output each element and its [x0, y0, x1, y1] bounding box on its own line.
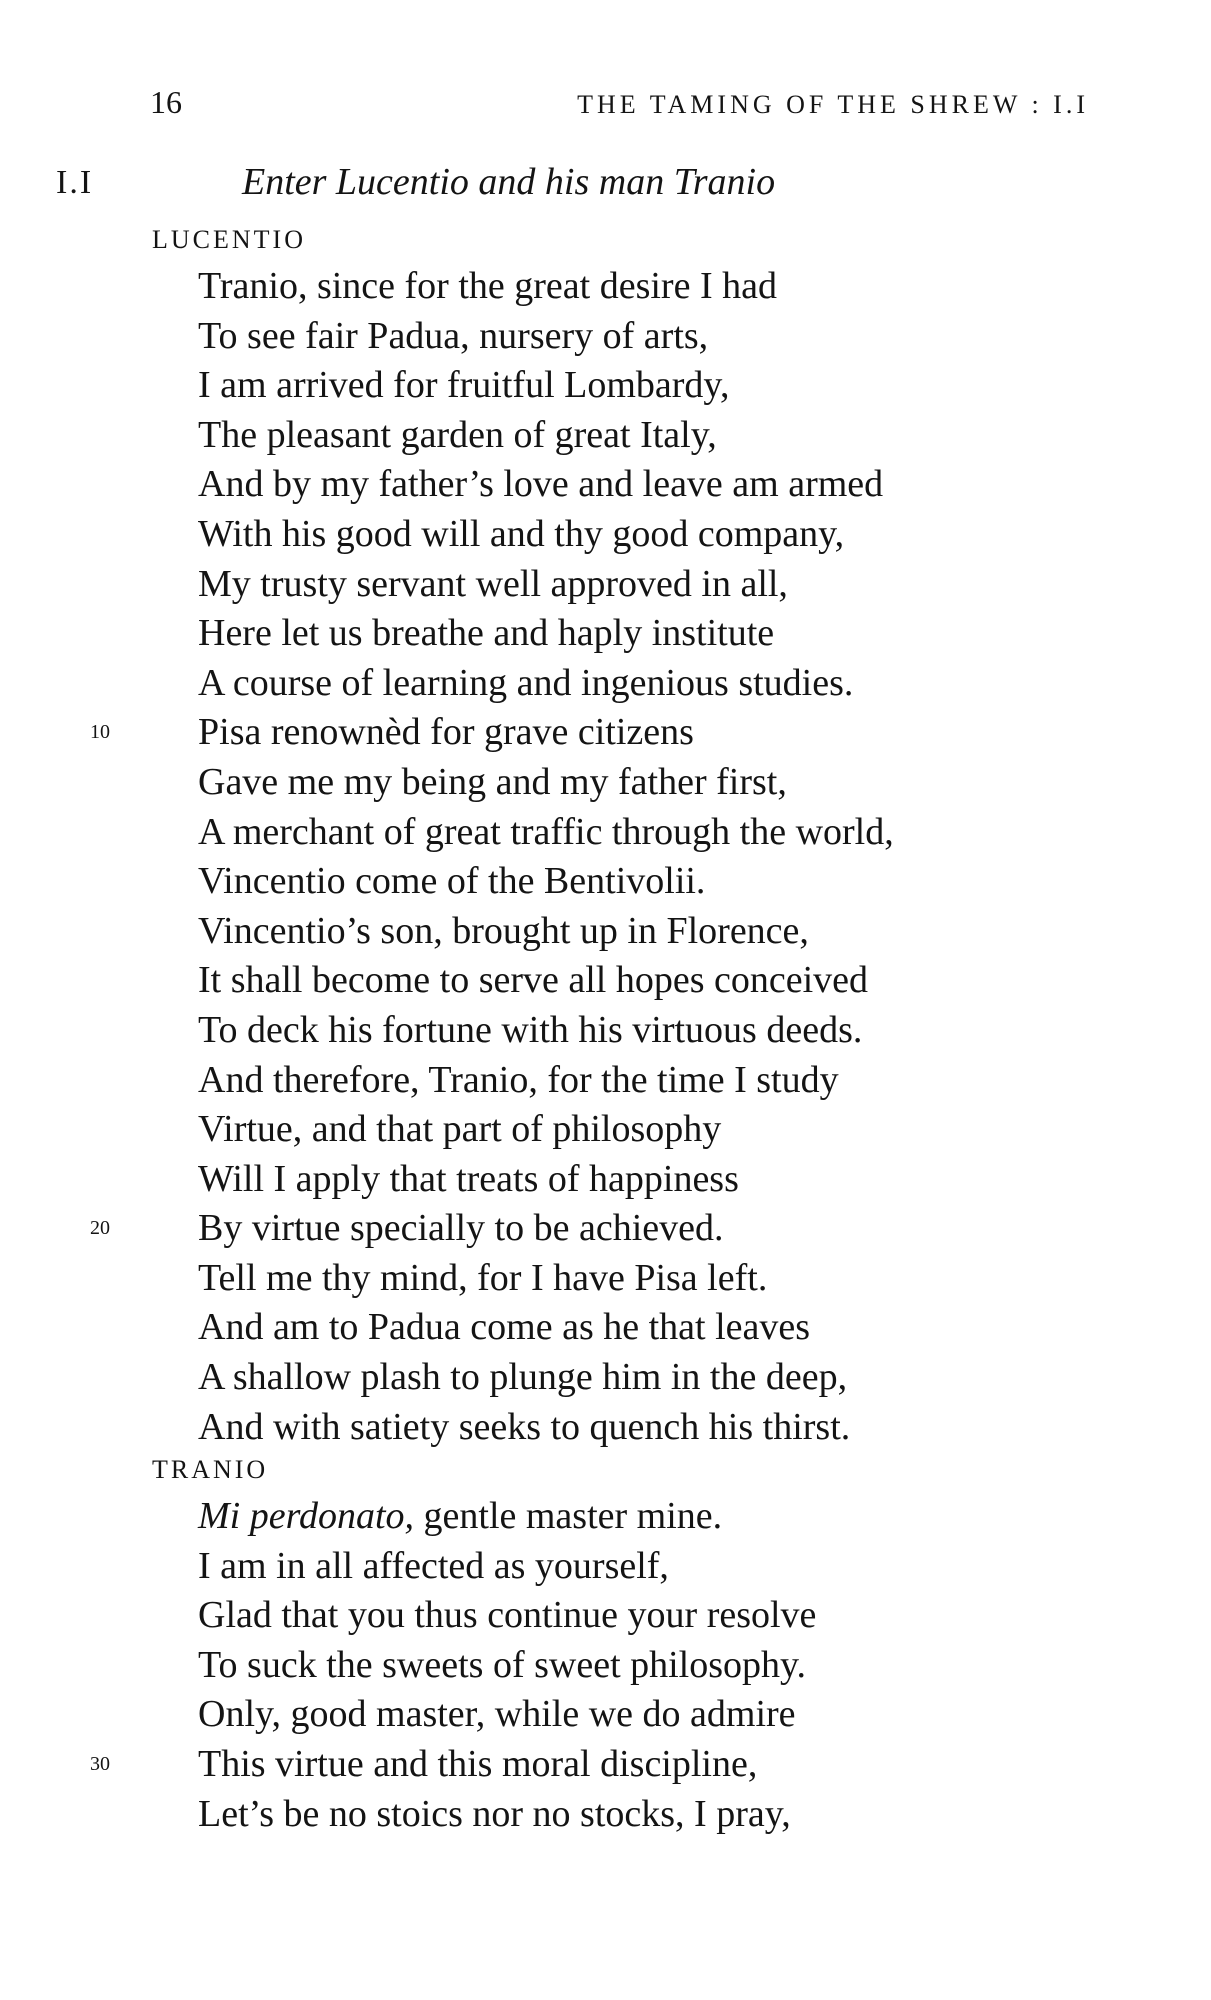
speaker-name: TRANIO	[152, 1455, 269, 1484]
verse-line: The pleasant garden of great Italy,	[198, 413, 717, 456]
speech-lucentio	[90, 214, 894, 1452]
verse-line: And by my father’s love and leave am armed	[198, 463, 884, 506]
running-title: THE TAMING OF THE SHREW : I.I	[577, 90, 1089, 119]
line-number: 10	[90, 721, 110, 744]
verse-line: And therefore, Tranio, for the time I study	[198, 1058, 839, 1101]
verse-line: Let’s be no stoics nor no stocks, I pray,	[198, 1792, 791, 1835]
speaker-name: LUCENTIO	[152, 225, 306, 254]
verse-line: To see fair Padua, nursery of arts,	[198, 314, 709, 357]
verse-line: This virtue and this moral discipline, 30	[152, 1740, 816, 1790]
verse-line: It shall become to serve all hopes conceived	[198, 959, 869, 1002]
verse-line: A shallow plash to plunge him in the deep,	[198, 1356, 848, 1399]
verse-line: A merchant of great traffic through the world,	[198, 810, 894, 853]
verse-line: Tranio, since for the great desire I had	[198, 265, 777, 307]
verse-line: A course of learning and ingenious studies.	[198, 661, 854, 704]
line-number: 20	[90, 1217, 110, 1240]
verse-line: And with satiety seeks to quench his thirst.	[198, 1405, 851, 1448]
verse-line: I am arrived for fruitful Lombardy,	[198, 364, 730, 407]
verse-line: My trusty servant well approved in all,	[198, 562, 788, 605]
verse-line: Here let us breathe and haply institute	[198, 612, 775, 655]
verse-block	[90, 1492, 817, 1839]
scene-label: I.I	[56, 164, 94, 201]
verse-line: Gave me my being and my father first,	[198, 760, 787, 803]
verse-line: Vincentio come of the Bentivolii.	[198, 860, 706, 903]
verse-line: Glad that you thus continue your resolve	[198, 1594, 817, 1637]
verse-line: Virtue, and that part of philosophy	[198, 1108, 722, 1151]
verse-line: And am to Padua come as he that leaves	[198, 1306, 811, 1349]
verse-line: To suck the sweets of sweet philosophy.	[198, 1643, 807, 1686]
verse-block	[90, 262, 894, 1452]
verse-line: By virtue specially to be achieved. 20	[152, 1204, 894, 1254]
verse-line: Tell me thy mind, for I have Pisa left.	[198, 1256, 768, 1299]
verse-line: With his good will and thy good company,	[198, 512, 845, 555]
verse-line: Pisa renownèd for grave citizens 10	[152, 708, 894, 758]
verse-line: Will I apply that treats of happiness	[198, 1157, 739, 1200]
line-text: gentle master mine.	[414, 1495, 723, 1537]
page-number: 16	[150, 84, 182, 120]
speech-tranio	[90, 1444, 817, 1839]
verse-line: To deck his fortune with his virtuous deeds.	[198, 1008, 863, 1051]
verse-line	[152, 1492, 816, 1542]
verse-line: I am in all affected as yourself,	[198, 1544, 669, 1587]
verse-line: Vincentio’s son, brought up in Florence,	[198, 909, 809, 952]
line-number: 30	[90, 1752, 110, 1775]
italic-phrase: Mi perdonato,	[198, 1495, 415, 1537]
verse-line: Only, good master, while we do admire	[198, 1693, 796, 1736]
stage-direction: Enter Lucentio and his man Tranio	[242, 161, 776, 203]
